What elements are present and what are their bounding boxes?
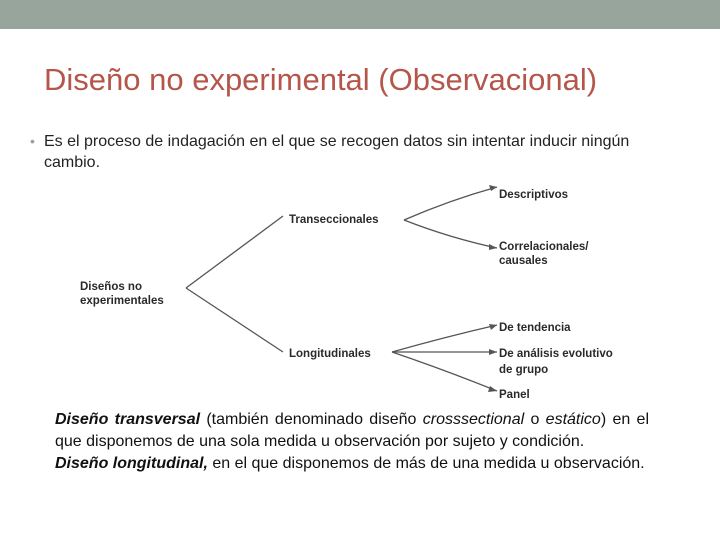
node-transeccionales: Transeccionales [289, 214, 379, 226]
term-transversal: Diseño transversal [55, 411, 201, 428]
node-correlacionales-line2: causales [499, 255, 548, 267]
arrow-icon [489, 244, 497, 250]
node-root-line2: experimentales [80, 295, 164, 307]
connector-root-transeccionales [186, 216, 283, 288]
node-evolutivo-line2: de grupo [499, 364, 549, 376]
node-evolutivo-line1: De análisis evolutivo [499, 348, 613, 360]
arrow-icon [488, 386, 497, 392]
connector-tendencia [392, 325, 497, 352]
definition-longitudinal [55, 453, 649, 475]
definition-text: en el que disponemos de más de una medida u observación. [207, 455, 645, 472]
connector-correlacionales [404, 220, 497, 248]
definitions-block [55, 409, 649, 475]
term-crosssectional: crosssectional [422, 411, 525, 428]
definition-text: (también denominado diseño [200, 411, 423, 428]
slide-title: Diseño no experimental (Observacional) [44, 62, 598, 97]
definition-transversal [55, 409, 649, 453]
node-tendencia: De tendencia [499, 322, 571, 334]
connector-root-longitudinales [186, 288, 283, 352]
term-longitudinal: Diseño longitudinal, [55, 455, 208, 472]
bullet-text: Es el proceso de indagación en el que se recogen datos sin intentar inducir ningún cambio. [44, 133, 630, 171]
node-longitudinales: Longitudinales [289, 348, 371, 360]
node-panel: Panel [499, 389, 530, 401]
connector-descriptivos [404, 187, 497, 220]
node-descriptivos: Descriptivos [499, 189, 569, 201]
bullet-icon: • [30, 133, 35, 149]
node-correlacionales-line1: Correlacionales/ [499, 241, 589, 253]
definition-text: ) en el que disponemos de una sola medida u observación por sujeto y condición. [55, 411, 650, 450]
term-estatico: estático [545, 411, 601, 428]
definition-text: o [524, 411, 546, 428]
node-root-line1: Diseños no [80, 281, 142, 293]
diagram-arrowheads [488, 185, 497, 392]
arrow-icon [489, 324, 497, 330]
connector-panel [392, 352, 497, 391]
arrow-icon [489, 349, 497, 355]
